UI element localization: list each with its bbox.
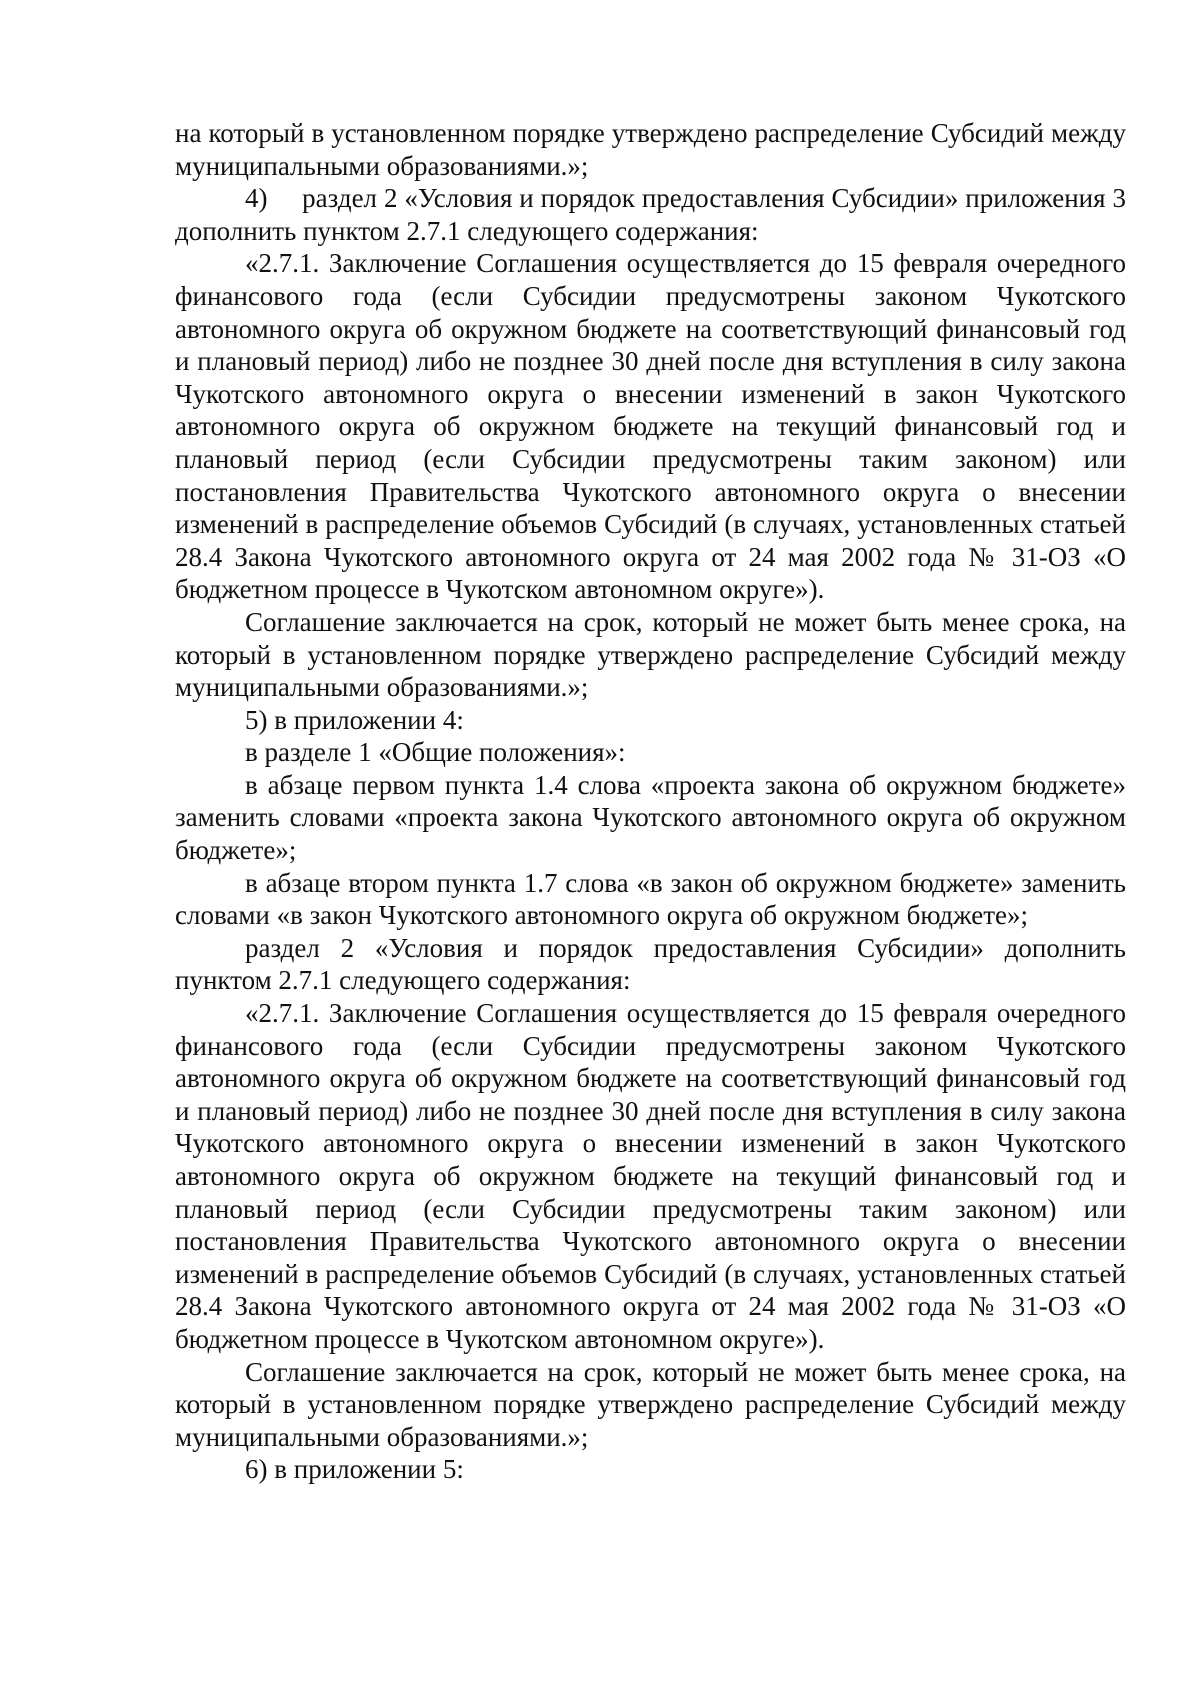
paragraph-clause-1-4: в абзаце первом пункта 1.4 слова «проекта закона об окружном бюджете» заменить словами «проекта закона Чукотского автономного округа об окружном бюджете»; xyxy=(175,769,1126,866)
paragraph-agreement-term-appendix-3: Соглашение заключается на срок, который не может быть менее срока, на который в установленном порядке утверждено распределение Субсидий между муниципальными образованиями.»; xyxy=(175,606,1126,703)
paragraph-section-2: раздел 2 «Условия и порядок предоставления Субсидии» дополнить пунктом 2.7.1 следующего содержания: xyxy=(175,932,1126,996)
paragraph-continuation: на который в установленном порядке утверждено распределение Субсидий между муниципальными образованиями.»; xyxy=(175,118,1126,181)
paragraph-agreement-term-appendix-4: Соглашение заключается на срок, который не может быть менее срока, на который в установленном порядке утверждено распределение Субсидий между муниципальными образованиями.»; xyxy=(175,1356,1126,1452)
paragraph-item-6: 6) в приложении 5: xyxy=(245,1454,464,1485)
document-body xyxy=(175,117,1126,1486)
paragraph-clause-2-7-1-appendix-4: «2.7.1. Заключение Соглашения осуществляется до 15 февраля очередного финансового года (если Субсидии предусмотрены законом Чукотского автономного округа об окружном бюджете на соответствующий финансовый год и плановый период) либо не позднее 30 дней после дня вступления в силу закона Чукотского автономного округа о внесении изменений в закон Чукотского автономного округа об окружном бюджете на текущий финансовый год и плановый период (если Субсидии предусмотрены таким законом) или постановления Правительства Чукотского автономного округа о внесении изменений в распределение объемов Субсидий (в случаях, установленных статьей 28.4 Закона Чукотского автономного округа от 24 мая 2002 года № 31-ОЗ «О бюджетном процессе в Чукотском автономном округе»). xyxy=(175,998,1126,1354)
paragraph-clause-2-7-1-appendix-3: «2.7.1. Заключение Соглашения осуществляется до 15 февраля очередного финансового года (если Субсидии предусмотрены законом Чукотского автономного округа об окружном бюджете на соответствующий финансовый год и плановый период) либо не позднее 30 дней после дня вступления в силу закона Чукотского автономного округа о внесении изменений в закон Чукотского автономного округа об окружном бюджете на текущий финансовый год и плановый период (если Субсидии предусмотрены таким законом) или постановления Правительства Чукотского автономного округа о внесении изменений в распределение объемов Субсидий (в случаях, установленных статьей 28.4 Закона Чукотского автономного округа от 24 мая 2002 года № 31-ОЗ «О бюджетном процессе в Чукотском автономном округе»). xyxy=(175,248,1126,605)
paragraph-clause-1-7: в абзаце втором пункта 1.7 слова «в закон об окружном бюджете» заменить словами «в закон Чукотского автономного округа об окружном бюджете»; xyxy=(175,867,1126,931)
paragraph-item-5: 5) в приложении 4: xyxy=(245,704,464,735)
paragraph-item-4: 4) раздел 2 «Условия и порядок предоставления Субсидии» приложения 3 дополнить пунктом 2.7.1 следующего содержания: xyxy=(175,183,1126,246)
paragraph-section-1: в разделе 1 «Общие положения»: xyxy=(245,737,626,768)
